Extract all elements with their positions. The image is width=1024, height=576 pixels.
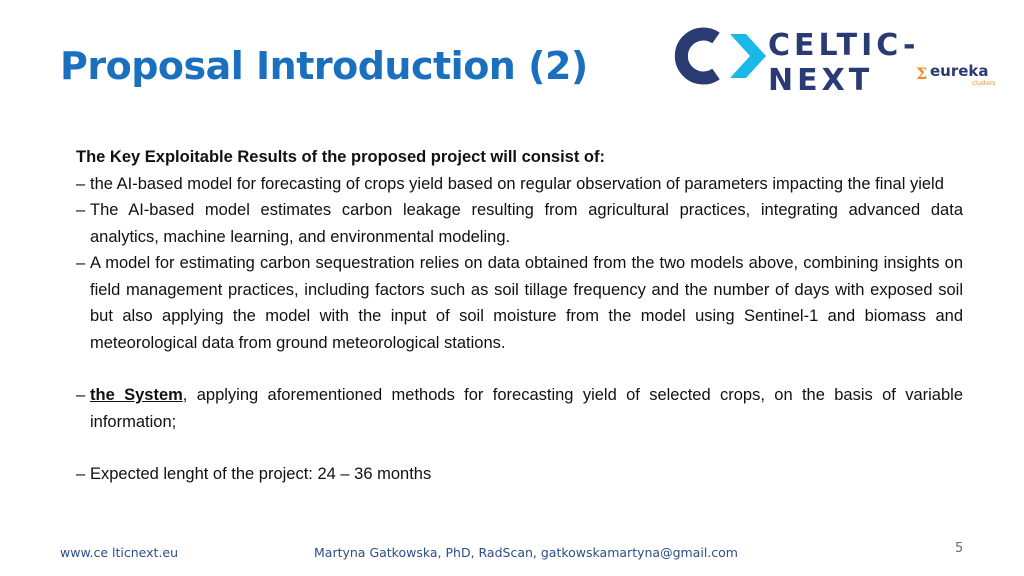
dash-bullet: – (76, 254, 86, 272)
list-item (76, 250, 963, 356)
list-item-text: the AI-based model for forecasting of crops yield based on regular observation of parameters impacting the final yield (90, 174, 944, 193)
celtic-next-emblem-icon (668, 20, 768, 92)
dash-bullet: – (76, 201, 86, 219)
list-item (76, 171, 963, 198)
eureka-caption: clusters (972, 80, 996, 87)
page-number: 5 (955, 541, 964, 556)
lead-text: The Key Exploitable Results of the proposed project will consist of: (76, 148, 605, 166)
eureka-logo-text: eureka (930, 62, 989, 80)
duration-item (76, 461, 963, 488)
footer-website-link[interactable]: www.ce lticnext.eu (60, 545, 179, 560)
list-item-text: The AI-based model estimates carbon leakage resulting from agricultural practices, integrating advanced data analytics, machine learning, and environmental modeling. (90, 201, 963, 246)
dash-bullet: – (76, 386, 86, 404)
dash-bullet: – (76, 465, 86, 483)
list-item (76, 197, 963, 250)
footer-author: Martyna Gatkowska, PhD, RadScan, gatkowskamartyna@gmail.com (314, 545, 738, 560)
logo-wordmark: CELTIC-NEXT (768, 28, 920, 98)
system-text: , applying aforementioned methods for forecasting yield of selected crops, on the basis of variable information; (90, 386, 963, 431)
duration-text: Expected lenght of the project: 24 – 36 months (90, 465, 432, 483)
system-item (76, 382, 963, 435)
slide-title: Proposal Introduction (2) (60, 44, 588, 88)
system-label: the System (90, 386, 183, 404)
celtic-next-logo (668, 20, 1008, 98)
dash-bullet: – (76, 174, 86, 193)
slide-body (76, 144, 963, 488)
list-item-text: A model for estimating carbon sequestration relies on data obtained from the two models above, combining insights on field management practices, including factors such as soil tillage frequency and the number of days with exposed soil but also applying the model with the input of soil moisture from the model using Sentinel-1 and biomass and meteorological data from ground meteorological stations. (90, 254, 963, 352)
sigma-icon: Σ (916, 64, 928, 83)
